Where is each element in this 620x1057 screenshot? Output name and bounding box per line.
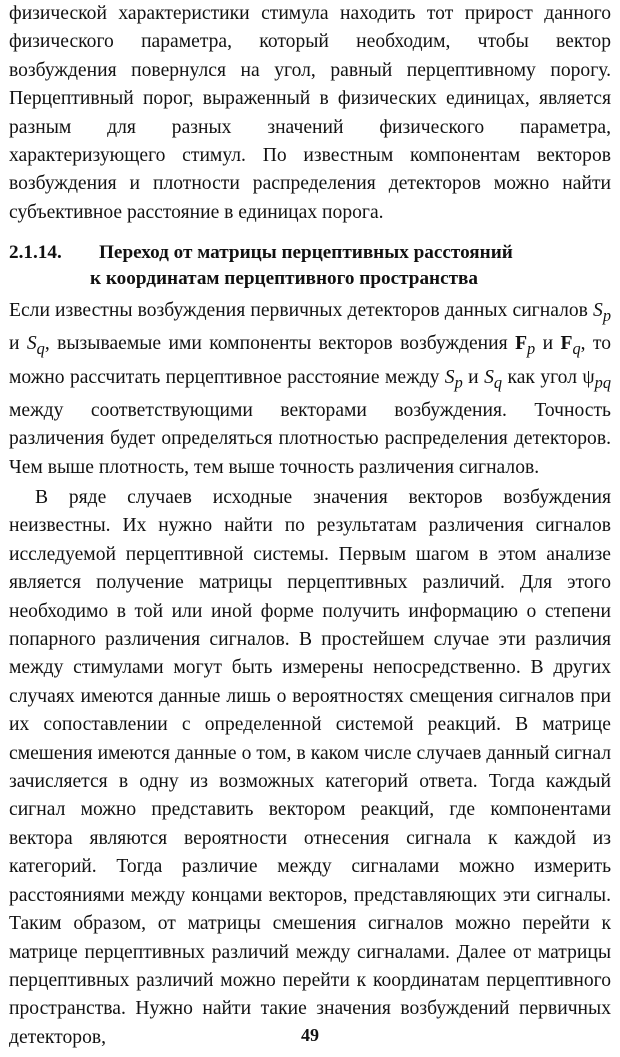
text-run: Если известны возбуждения первичных детекторов данных сигналов [9, 300, 594, 321]
text-run: и [9, 333, 27, 355]
math-subscript: q [36, 339, 45, 359]
text-run: и [462, 366, 485, 388]
math-symbol: ψ [582, 366, 595, 388]
page-number: 49 [301, 1025, 319, 1045]
section-title-line-2: к координатам перцептивного пространства [90, 268, 478, 289]
math-symbol: S [26, 333, 37, 355]
math-subscript: pq [594, 372, 611, 392]
paragraph: В ряде случаев исходные значения векторов возбуждения неизвестны. Их нужно найти по результатам различения сигналов исследуемой перцептивной системы. Первым шагом в этом анализе является получение матрицы перцептивных различий. Для этого необходимо в той или иной форме получить информацию о степени попарного различения сигналов. В простейшем случае эти различия между стимулами могут быть измерены непосредственно. В других случаях имеются данные лишь о вероятностях смещения сигналов при их сопоставлении с определенной системой реакций. В матрице смешения имеются данные о том, в каком числе случаев данный сигнал зачисляется в одну из возможных категорий ответа. Тогда каждый сигнал можно представить вектором реакций, где компонентами вектора являются вероятности отнесения сигнала к каждой из категорий. Тогда различие между сигналами можно измерить расстояниями между концами векторов, представляющих эти сигналы. Таким образом, от матрицы смешения сигналов можно перейти к матрице перцептивных различий между сигналами. Далее от матрицы перцептивных различий можно перейти к координатам перцептивного пространства. Нужно найти такие значения возбуждений первичных детекторов, [9, 487, 611, 1048]
math-subscript: q [572, 339, 581, 359]
text-run: и [535, 333, 561, 355]
section-heading [9, 240, 611, 292]
math-symbol: S [444, 366, 455, 388]
paragraph-continuation: физической характеристики стимула находить тот прирост данного физического параметра, который необходим, чтобы вектор возбуждения повернулся на угол, равный перцептивному порогу. Перцептивный порог, выраженный в физических единицах, является разным для разных значений физического параметра, характеризующего стимул. По известным компонентам векторов возбуждения и плотности распределения детекторов можно найти субъективное расстояние в единицах порога. [9, 3, 611, 223]
paragraph-first-in-section [9, 297, 611, 482]
section-number: 2.1.14. [9, 242, 62, 263]
math-vector: F [515, 333, 528, 355]
section-title-line-1: Переход от матрицы перцептивных расстояний [99, 242, 513, 263]
math-subscript: p [602, 305, 611, 325]
math-subscript: q [493, 372, 503, 392]
text-run: как угол [502, 366, 583, 388]
text-run: , то можно рассчитать перцептивное расстояние между [9, 333, 611, 388]
math-subscript: p [527, 339, 536, 359]
math-symbol: S [484, 366, 494, 388]
math-subscript: p [454, 372, 463, 392]
math-vector: F [560, 333, 573, 355]
text-run: , вызываемые ими компоненты векторов возбуждения [44, 333, 516, 355]
math-symbol: S [593, 300, 603, 321]
text-run: между соответствующими векторами возбуждения. Точность различения будет определяться плотностью распределения детекторов. Чем выше плотность, тем выше точность различения сигналов. [9, 399, 611, 478]
